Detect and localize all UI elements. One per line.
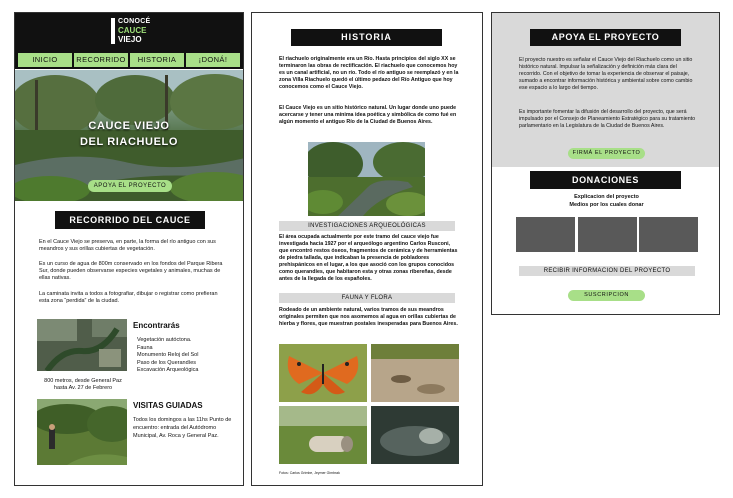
- pipe-image: [279, 406, 367, 464]
- nav-historia[interactable]: HISTORIA: [130, 53, 184, 67]
- list-item: Excavación Arqueológica: [137, 367, 199, 374]
- recibir-info-band[interactable]: RECIBIR INFORMACION DEL PROYECTO: [519, 266, 695, 276]
- fauna-heading: FAUNA Y FLORA: [279, 293, 455, 303]
- pipe-photo: [279, 406, 367, 464]
- encontraras-list: [137, 337, 237, 375]
- apoya-paragraph-1: El proyecto nuestro es señalar el Cauce Viejo del Riachuelo como un sitio histórico natural. Impulsar la señalización y definición más clara del recorrido. Con el objetivo de tomar la experiencia de observar el paisaje, sumado a encontrar información histórica y ambiental sobre como cambio ese espacio a lo largo del tiempo.: [519, 57, 693, 91]
- encontraras-title: Encontrarás: [133, 321, 180, 330]
- map-caption: 800 metros, desde General Paz hasta Av. 27 de Febrero: [44, 378, 122, 391]
- apoya-panel: [491, 12, 720, 315]
- water-image: [371, 406, 459, 464]
- visitas-title: VISITAS GUIADAS: [133, 401, 203, 410]
- photo-credit: Fotos: Carlos Grimbe, Jeymer Gimbrak: [279, 471, 340, 475]
- recorrido-paragraph-3: La caminata invita a todos a fotografiar, dibujar o registrar como prefieran esta zona “perdida” de la ciudad.: [39, 291, 218, 304]
- donaciones-line-1: Explicacion del proyecto: [574, 194, 639, 200]
- hero-banner: [15, 70, 243, 201]
- historia-panel: [251, 12, 483, 486]
- hero-title-line-2: DEL RIACHUELO: [79, 136, 179, 148]
- aerial-map-image: [37, 319, 127, 371]
- hero-title-line-1: CAUCE VIEJO: [88, 120, 170, 132]
- nav-recorrido[interactable]: RECORRIDO: [74, 53, 128, 67]
- cauce-photo: [308, 142, 425, 216]
- nav-inicio[interactable]: INICIO: [18, 53, 72, 67]
- list-item: Fauna: [137, 344, 153, 351]
- recorrido-paragraph-2: Es un curso de agua de 800m conservado en los fondos del Parque Ribera Sur, donde pueden observarse especies vegetales y animales, muchas de ellas nativas.: [39, 261, 223, 281]
- suscripcion-button[interactable]: SUSCRIPCION: [568, 290, 645, 301]
- logo-mark-icon: [111, 18, 115, 44]
- site-logo[interactable]: [111, 18, 155, 48]
- list-item: Paso de los Querandíes: [137, 359, 197, 366]
- fauna-text: Rodeado de un ambiente natural, varios tramos de sus meandros originales permiten que nos asomemos al agua en orillas cubiertas de hierba y flores, que muestran postales inesperadas para Buenos Aires.: [279, 307, 458, 327]
- historia-title: HISTORIA: [291, 29, 442, 46]
- arqueologicas-heading: INVESTIGACIONES ARQUEOLÓGICAS: [279, 221, 455, 231]
- home-panel: [14, 12, 244, 486]
- main-nav: [15, 51, 243, 69]
- nav-dona[interactable]: ¡DONÁ!: [186, 53, 240, 67]
- historia-paragraph-2: El Cauce Viejo es un sitio histórico natural. Un lugar donde uno puede acercarse y tener una mínima idea poética y simbólica de como fué en algún momento el antiguo Río de la Ciudad de Buenos Aires.: [279, 105, 457, 125]
- apoya-section: [492, 13, 719, 167]
- donaciones-line-2: Medios por los cuales donar: [569, 202, 644, 208]
- recorrido-paragraph-1: En el Cauce Viejo se preserva, en parte, la forma del río antiguo con sus meandros y sus orillas cubiertas de vegetación.: [39, 239, 216, 252]
- historia-paragraph-1: El riachuelo originalmente era un Río. Hasta principios del siglo XX se terminaron las obras de rectificación. El riachuelo que conocemos hoy es un canal artificial, no un río. Todo el río antiguo se reemplazó y en la zona Villa Riachuelo quedó el último pedazo del Río Antiguo que hoy conocemos como el Cauce Viejo.: [279, 56, 459, 90]
- logo-line-1: CONOCÉ: [118, 18, 151, 25]
- list-item: Vegetación autóctona.: [137, 337, 192, 343]
- donation-option-2[interactable]: [578, 217, 637, 252]
- logo-line-2: CAUCE: [118, 26, 147, 35]
- visitas-text: Todos los domingos a las 11hs Punto de encuentro: entrada del Autódromo Municipal, Av. Roca y General Paz.: [133, 417, 232, 439]
- site-header: [15, 13, 243, 51]
- firma-proyecto-button[interactable]: FIRMÁ EL PROYECTO: [568, 148, 645, 159]
- butterfly-photo: [279, 344, 367, 402]
- cauce-photo-image: [308, 142, 425, 216]
- apoya-proyecto-button[interactable]: APOYA EL PROYECTO: [88, 180, 172, 192]
- water-photo: [371, 406, 459, 464]
- aerial-map-photo: [37, 319, 127, 371]
- riverbank-image: [371, 344, 459, 402]
- arqueologicas-text: El área ocupada actualmente por este tramo del cauce viejo fue investigada hacia 1927 por el arqueólogo argentino Carlos Rusconi, que encontró restos óseos, fragmentos de cerámica y de herramientas de piedra tallada, que indicaban la presencia de pobladores prehispánicos en el lugar, a los que asoció con los grupos conocidos como querandíes, que habitaron esta y otras zonas ribereñas, desde antes de la llegada de los españoles.: [279, 234, 458, 282]
- apoya-paragraph-2: Es importante fomentar la difusión del desarrollo del proyecto, que será impulsado por el Consejo de Planeamiento Estratégico para su tratamiento parlamentario en la Legislatura de la Ciudad de Buenos Aires.: [519, 109, 696, 129]
- guided-visit-image: [37, 399, 127, 465]
- riverbank-photo: [371, 344, 459, 402]
- logo-line-3: VIEJO: [118, 35, 142, 44]
- donation-option-1[interactable]: [516, 217, 575, 252]
- guided-visit-photo: [37, 399, 127, 465]
- donaciones-title: DONACIONES: [530, 171, 681, 189]
- recorrido-title: RECORRIDO DEL CAUCE: [55, 211, 205, 229]
- apoya-title: APOYA EL PROYECTO: [530, 29, 681, 46]
- butterfly-image: [279, 344, 367, 402]
- donation-option-3[interactable]: [639, 217, 698, 252]
- list-item: Monumento Reloj del Sol: [137, 352, 199, 359]
